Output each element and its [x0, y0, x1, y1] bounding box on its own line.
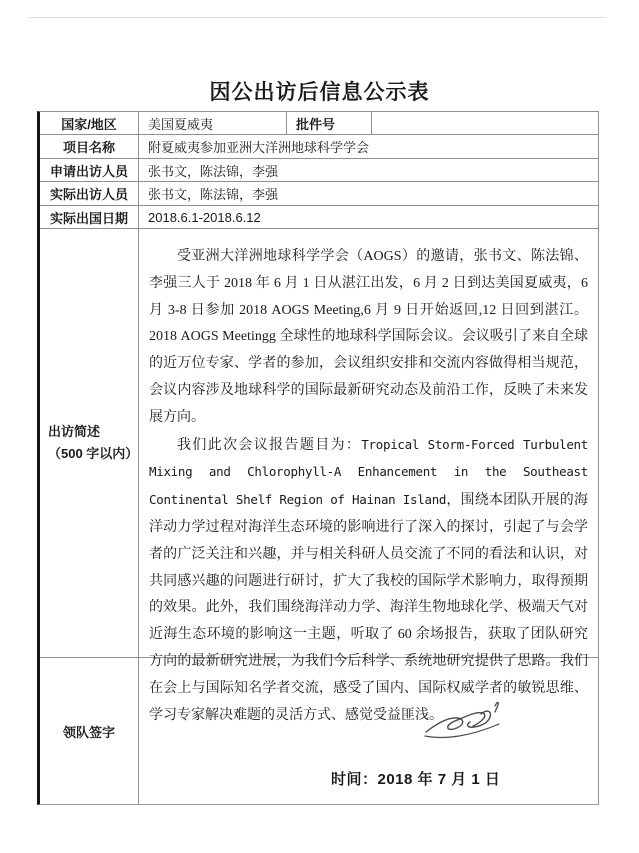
- travel-dates-value: 2018.6.1-2018.6.12: [148, 209, 261, 225]
- project-name-value: 附夏威夷参加亚洲大洋洲地球科学学会: [148, 140, 370, 155]
- leader-signature-label: 领队签字: [40, 658, 139, 804]
- table-row-country: [40, 112, 598, 135]
- applied-members-label: 申请出访人员: [40, 159, 139, 181]
- approval-number-value: [372, 112, 598, 134]
- table-row-project: [40, 135, 598, 159]
- trip-summary-label: [40, 229, 139, 657]
- applied-members-value: 张书文，陈法锦，李强: [148, 163, 279, 179]
- page-title: 因公出访后信息公示表: [209, 81, 430, 104]
- table-row-actual-members: [40, 182, 598, 206]
- actual-members-value: 张书文，陈法锦，李强: [148, 187, 279, 202]
- country-label: 国家/地区: [40, 112, 139, 134]
- country-value: 美国夏威夷: [139, 112, 287, 134]
- approval-number-label: 批件号: [287, 112, 372, 134]
- table-row-travel-dates: [40, 206, 598, 229]
- project-name-label: 项目名称: [40, 135, 139, 158]
- travel-dates-label: 实际出国日期: [40, 206, 139, 228]
- paragraph2-chinese-lead: 我们此次会议报告题目为：: [177, 437, 362, 453]
- public-notice-form-table: [37, 111, 599, 805]
- table-row-trip-summary: [40, 229, 598, 723]
- actual-members-label: 实际出访人员: [40, 182, 139, 205]
- signature-scribble-icon: [423, 698, 509, 748]
- scan-top-rule-line: [28, 17, 606, 18]
- leader-signature-cell: [139, 658, 598, 804]
- trip-summary-text: [139, 229, 598, 723]
- paragraph2-chinese-rest: ，围绕本团队开展的海洋动力学过程对海洋生态环境的影响进行了深入的探讨，引起了与会学者的广泛关注和兴趣，并与相关科研人员交流了不同的看法和认识，对共同感兴趣的问题进行研讨，扩大了我校的国际学术影响力，取得预期的效果。此外，我们围绕海洋动力学、海洋生物地球化学、极端天气对近海生态环境的影响这一主题，听取了 60 余场报告，获取了团队研究方向的最新研究进展，为我们今后科学、系统地研究提供了思路。我们在会上与国际知名学者交流，感受了国内、国际权威学者的敏锐思维、学习专家解决难题的灵活方式、感觉受益匪浅。: [149, 493, 588, 723]
- table-row-applied-members: [40, 159, 598, 182]
- trip-summary-label-line1: 出访简述: [48, 424, 101, 439]
- signature-date-text: 时间：2018 年 7 月 1 日: [331, 771, 501, 788]
- table-row-leader-signature: [40, 658, 598, 804]
- paragraph2-english-report-title: Tropical Storm-Forced Turbulent Mixing and Chlorophyll-A Enhancement in the Southeast Continental Shelf Region of Hainan Island: [149, 436, 589, 508]
- trip-summary-paragraph-1: 受亚洲大洋洲地球科学学会（AOGS）的邀请，张书文、陈法锦、李强三人于 2018 年 6 月 1 日从湛江出发，6 月 2 日到达美国夏威夷，6 月 3-8 日参加 2018 AOGS Meeting,6 月 9 日开始返回,12 日回到湛江。2018 AOGS Meetingg 全球性的地球科学国际会议。会议吸引了来自全球的近万位专家、学者的参加，会议组织安排和交流内容做得相当规范，会议内容涉及地球科学的国际最新研究动态及前沿工作，反映了未来发展方向。: [149, 249, 588, 425]
- trip-summary-label-line2: （500 字以内）: [48, 446, 139, 461]
